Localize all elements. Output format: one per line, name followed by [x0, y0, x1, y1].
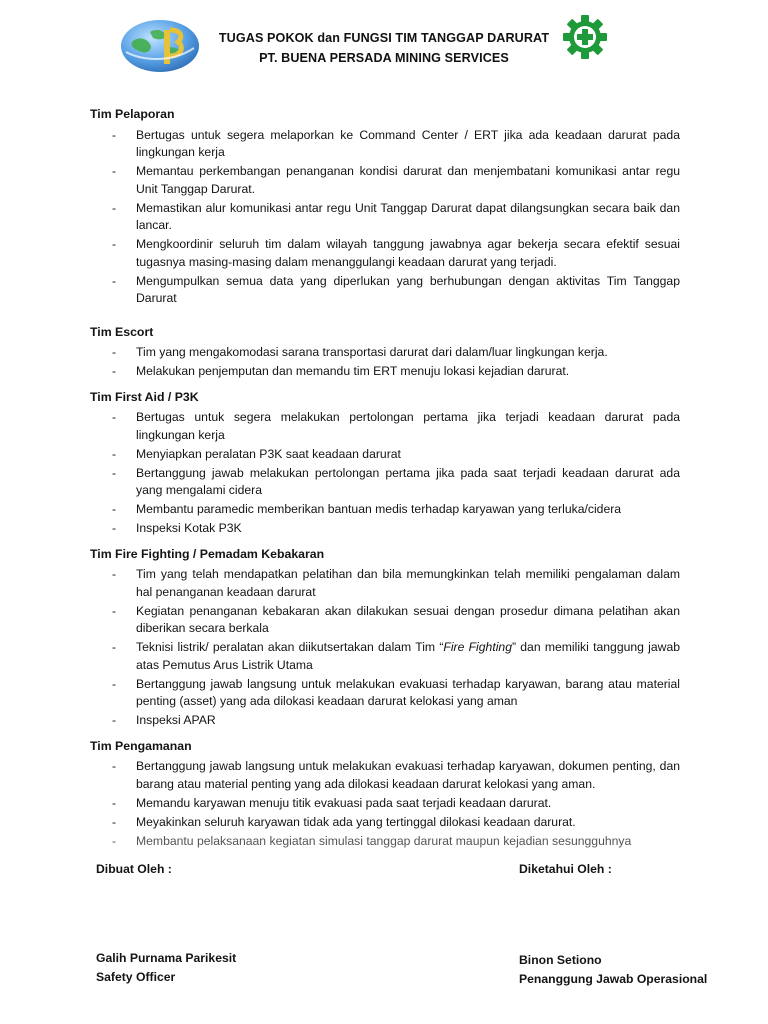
list-item [90, 603, 680, 638]
item-text: Mengumpulkan semua data yang diperlukan yang berhubungan dengan aktivitas Tim Tanggap Darurat [136, 273, 680, 305]
company-globe-logo-icon [120, 18, 200, 74]
item-text: Inspeksi Kotak P3K [136, 521, 242, 535]
list-item [90, 833, 680, 851]
item-list [90, 566, 680, 730]
item-text: Tim yang telah mendapatkan pelatihan dan bila memungkinkan telah memiliki pengalaman dalam hal penanganan keadaan darurat [136, 567, 680, 599]
dash-bullet: - [112, 603, 117, 618]
list-item [90, 520, 680, 538]
item-text: Memandu karyawan menuju titik evakuasi pada saat terjadi keadaan darurat. [136, 795, 552, 810]
section-title: Tim Fire Fighting / Pemadam Kebakaran [90, 546, 325, 561]
item-text: Teknisi listrik/ peralatan akan diikutsertakan dalam Tim “Fire Fighting” dan memiliki tanggung jawab atas Pemutus Arus Listrik Utama [136, 640, 681, 672]
list-item [90, 236, 680, 271]
section-title: Tim First Aid / P3K [90, 389, 199, 404]
item-text: Memantau perkembangan penanganan kondisi darurat dan menjembatani komunikasi antar regu Unit Tanggap Darurat. [136, 164, 680, 196]
item-text: Membantu paramedic memberikan bantuan medis terhadap karyawan yang terluka/cidera [136, 502, 622, 516]
list-item [90, 639, 680, 674]
signatory-role: Penanggung Jawab Operasional [519, 972, 708, 986]
dash-bullet: - [112, 795, 117, 810]
list-item [90, 200, 680, 235]
item-text: Bertanggung jawab langsung untuk melakukan evakuasi terhadap karyawan, barang atau material penting (asset) yang ada dilokasi keadaan darurat kelokasi yang aman [136, 676, 680, 708]
document-title [200, 28, 568, 68]
dash-bullet: - [112, 814, 117, 829]
dash-bullet: - [112, 502, 117, 516]
item-text: Mengkoordinir seluruh tim dalam wilayah tanggung jawabnya agar bekerja secara efektif sesuai tugasnya masing-masing dalam menanggulangi keadaan darurat yang terjadi. [136, 237, 680, 269]
dash-bullet: - [112, 364, 117, 378]
document-header [0, 14, 768, 80]
section-tim-pelaporan [90, 106, 680, 308]
item-text: Bertanggung jawab melakukan pertolongan pertama jika pada saat terjadi keadaan darurat ada yang mengalami cidera [136, 465, 680, 497]
dash-bullet: - [112, 127, 117, 142]
document-body [90, 106, 680, 858]
list-item [90, 127, 680, 162]
item-text: Meyakinkan seluruh karyawan tidak ada yang tertinggal dilokasi keadaan darurat. [136, 814, 576, 829]
signatory-name: Galih Purnama Parikesit [96, 951, 237, 965]
section-tim-pengamanan [90, 738, 680, 851]
item-text: Bertanggung jawab langsung untuk melakukan evakuasi terhadap karyawan, dokumen penting, dan barang atau material penting yang ada dilokasi keadaan darurat kelokasi yang aman. [136, 759, 680, 791]
dash-bullet: - [112, 713, 117, 727]
list-item [90, 814, 680, 832]
list-item [90, 363, 680, 381]
list-item [90, 446, 680, 464]
dash-bullet: - [112, 759, 117, 773]
list-item [90, 758, 680, 793]
item-text: Tim yang mengakomodasi sarana transportasi darurat dari dalam/luar lingkungan kerja. [136, 345, 608, 359]
acknowledged-by-label: Diketahui Oleh : [519, 862, 612, 876]
item-text: Membantu pelaksanaan kegiatan simulasi tanggap darurat maupun kejadian sesungguhnya [136, 833, 632, 848]
item-text: Inspeksi APAR [136, 713, 216, 727]
dash-bullet: - [112, 833, 117, 848]
section-tim-escort [90, 324, 680, 381]
dash-bullet: - [112, 164, 117, 178]
item-text: Kegiatan penanganan kebakaran akan dilakukan sesuai dengan prosedur dimana pelatihan akan diberikan secara berkala [136, 603, 680, 635]
item-text: Bertugas untuk segera melaporkan ke Command Center / ERT jika ada keadaan darurat pada lingkungan kerja [136, 127, 680, 159]
list-item [90, 273, 680, 308]
dash-bullet: - [112, 521, 117, 535]
signatory-left [96, 949, 236, 987]
section-title: Tim Pelaporan [90, 107, 175, 121]
list-item [90, 712, 680, 730]
list-item [90, 344, 680, 362]
dash-bullet: - [112, 410, 117, 424]
k3-safety-gear-cross-icon [562, 14, 608, 60]
item-list [90, 127, 680, 308]
signatory-right [519, 951, 707, 989]
made-by-label: Dibuat Oleh : [96, 862, 172, 876]
signatory-name: Binon Setiono [519, 953, 602, 967]
title-line-1: TUGAS POKOK dan FUNGSI TIM TANGGAP DARURAT [218, 31, 550, 45]
dash-bullet: - [112, 676, 117, 691]
item-text: Melakukan penjemputan dan memandu tim ERT menuju lokasi kejadian darurat. [136, 364, 570, 378]
list-item [90, 795, 680, 813]
item-text: Bertugas untuk segera melakukan pertolongan pertama jika terjadi keadaan darurat pada lingkungan kerja [136, 410, 680, 442]
dash-bullet: - [112, 273, 117, 288]
list-item [90, 163, 680, 198]
dash-bullet: - [112, 446, 117, 461]
dash-bullet: - [112, 640, 117, 654]
dash-bullet: - [112, 237, 117, 251]
item-text: Menyiapkan peralatan P3K saat keadaan darurat [136, 446, 401, 461]
item-list [90, 758, 680, 850]
section-tim-first-aid [90, 389, 680, 538]
list-item [90, 501, 680, 519]
dash-bullet: - [112, 200, 117, 215]
company-name: PT. BUENA PERSADA MINING SERVICES [259, 51, 509, 65]
dash-bullet: - [112, 465, 117, 480]
section-title: Tim Pengamanan [90, 738, 192, 753]
italic-phrase: Fire Fighting [443, 640, 512, 654]
section-tim-fire-fighting [90, 546, 680, 730]
section-title: Tim Escort [90, 324, 154, 339]
list-item [90, 465, 680, 500]
item-list [90, 344, 680, 381]
list-item [90, 409, 680, 444]
item-text: Memastikan alur komunikasi antar regu Unit Tanggap Darurat dapat dilangsungkan secara baik dan lancar. [136, 200, 680, 232]
dash-bullet: - [112, 345, 117, 359]
item-list [90, 409, 680, 538]
list-item [90, 676, 680, 711]
signatory-role: Safety Officer [96, 970, 176, 984]
list-item [90, 566, 680, 601]
dash-bullet: - [112, 567, 117, 581]
